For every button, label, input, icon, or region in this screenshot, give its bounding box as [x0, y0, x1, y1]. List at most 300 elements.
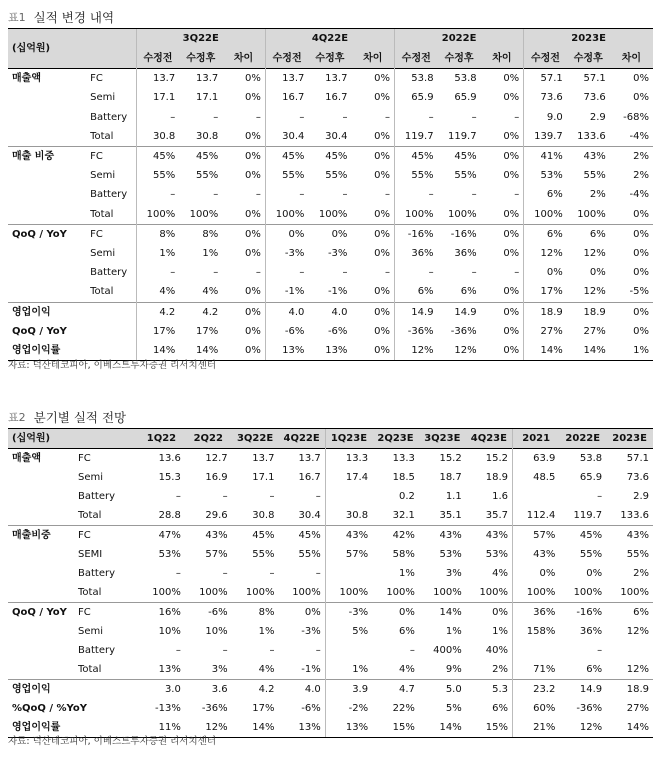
value-cell: 57%	[325, 545, 372, 564]
table1-subcol-header: 수정전	[136, 49, 179, 69]
value-cell	[513, 487, 560, 506]
table1-source: 자료: 덕산테코피아, 이베스트투자증권 리서치센터	[8, 360, 216, 371]
value-cell: 3.6	[185, 680, 232, 700]
value-cell: 17.4	[325, 468, 372, 487]
value-cell: 5%	[445, 703, 462, 714]
value-cell: –	[269, 491, 275, 502]
value-cell: 53.8	[395, 69, 438, 89]
value-cell: 1%	[445, 626, 462, 637]
value-cell: 0%	[372, 603, 419, 623]
table2-column-header: 2Q22	[185, 429, 232, 449]
value-cell: 6%	[524, 185, 567, 204]
value-cell: 0%	[222, 224, 265, 244]
value-cell: 43%	[567, 147, 610, 167]
value-cell: 0%	[244, 170, 261, 182]
value-cell: 16.7	[325, 92, 348, 104]
table-row	[8, 506, 653, 526]
group-label: 매출 비중	[8, 147, 86, 167]
value-cell: 12%	[583, 248, 606, 260]
value-cell: 73.6	[524, 88, 567, 107]
value-cell: 4.2	[232, 680, 279, 700]
value-cell: 13.7	[136, 69, 179, 89]
value-cell: 100%	[573, 587, 603, 598]
value-cell: –	[213, 111, 219, 123]
value-cell: 45%	[308, 147, 351, 167]
group-label	[8, 166, 86, 185]
value-cell: 35.7	[485, 510, 509, 521]
value-cell: 40%	[485, 645, 509, 656]
value-cell: –	[385, 267, 391, 279]
table1-period-header: 4Q22E	[265, 29, 394, 50]
value-cell: 53.8	[559, 449, 606, 469]
table2-tag: 표2	[8, 411, 26, 424]
value-cell: 73.6	[626, 472, 649, 483]
value-cell: 0%	[513, 564, 560, 583]
value-cell: 4.0	[265, 302, 308, 322]
table2-title	[8, 408, 126, 426]
value-cell: –	[514, 111, 520, 123]
value-cell: 1%	[136, 244, 179, 263]
value-cell: –	[269, 645, 275, 656]
value-cell: 0%	[481, 147, 524, 167]
value-cell: 13.7	[265, 69, 308, 89]
value-cell: 48.5	[513, 468, 560, 487]
table1-title-text: 실적 변경 내역	[33, 10, 115, 25]
value-cell: 57.1	[567, 69, 610, 89]
table-row	[8, 660, 653, 680]
value-cell: 0%	[374, 208, 391, 220]
value-cell: -5%	[629, 286, 649, 298]
table1-header-blank	[86, 29, 136, 69]
item-label: Battery	[90, 189, 128, 201]
value-cell: 0%	[374, 286, 391, 298]
item-label: Battery	[90, 267, 128, 279]
value-cell: 16.7	[265, 88, 308, 107]
value-cell: –	[597, 645, 603, 656]
value-cell: -3%	[265, 244, 308, 263]
group-label	[8, 263, 86, 282]
value-cell: 4.2	[136, 302, 179, 322]
item-label: Battery	[78, 645, 116, 656]
table1-subcol-header: 차이	[222, 49, 265, 69]
value-cell: 35.1	[439, 510, 462, 521]
value-cell: –	[342, 267, 348, 279]
table-row	[8, 166, 653, 185]
table-row	[8, 545, 653, 564]
value-cell: 100%	[189, 208, 219, 220]
value-cell: 45%	[278, 526, 325, 546]
value-cell	[513, 641, 560, 660]
table-row	[8, 147, 653, 167]
value-cell	[325, 564, 372, 583]
value-cell: 30.4	[325, 130, 348, 142]
value-cell: 14.9	[395, 302, 438, 322]
value-cell: -2%	[325, 699, 372, 718]
value-cell: 100%	[245, 587, 275, 598]
value-cell: 13.7	[308, 69, 351, 89]
table-row	[8, 282, 653, 302]
value-cell: –	[222, 568, 228, 579]
group-label	[8, 564, 74, 583]
value-cell: 12%	[524, 244, 567, 263]
value-cell: 13%	[158, 664, 181, 675]
value-cell: 65.9	[579, 472, 603, 483]
value-cell: -16%	[559, 603, 606, 623]
value-cell: 14%	[419, 718, 466, 738]
table-row	[8, 487, 653, 506]
value-cell: 53.8	[438, 69, 481, 89]
value-cell: –	[597, 491, 603, 502]
value-cell: 18.5	[392, 472, 415, 483]
value-cell: 0%	[503, 248, 520, 260]
value-cell: 4.7	[372, 680, 419, 700]
value-cell: 55%	[252, 549, 275, 560]
value-cell: 0%	[503, 170, 520, 182]
item-label: Total	[90, 130, 114, 142]
value-cell: 55%	[579, 549, 603, 560]
value-cell: 0%	[633, 325, 649, 337]
value-cell: 58%	[392, 549, 415, 560]
group-label	[8, 583, 74, 603]
table1-subcol-header: 차이	[610, 49, 653, 69]
row-label: 영업이익률	[8, 718, 138, 738]
value-cell: 139.7	[524, 127, 567, 147]
table-row	[8, 224, 653, 244]
value-cell: 0%	[374, 325, 391, 337]
value-cell: 36%	[454, 248, 477, 260]
table2	[8, 428, 653, 738]
value-cell: 0%	[586, 568, 603, 579]
value-cell: 53%	[524, 166, 567, 185]
value-cell: 0%	[610, 302, 653, 322]
value-cell: 43%	[185, 526, 232, 546]
value-cell: 17.1	[136, 88, 179, 107]
item-label: SEMI	[78, 549, 103, 560]
value-cell: 45%	[265, 147, 308, 167]
value-cell: 55%	[325, 170, 348, 182]
value-cell: 57.1	[606, 449, 653, 469]
table2-header	[8, 429, 653, 449]
value-cell: 28.8	[158, 510, 181, 521]
table-row	[8, 205, 653, 225]
value-cell: 112.4	[513, 506, 560, 526]
value-cell: 55%	[626, 549, 649, 560]
table2-column-header: 2022E	[559, 429, 606, 449]
value-cell: 17%	[252, 703, 275, 714]
value-cell: 0%	[633, 248, 649, 260]
value-cell: 100%	[152, 587, 181, 598]
value-cell: 14%	[136, 341, 179, 361]
table1	[8, 28, 653, 361]
value-cell: –	[269, 568, 275, 579]
item-label: Battery	[78, 491, 116, 502]
value-cell: 2%	[633, 170, 649, 182]
value-cell: 0%	[633, 92, 649, 104]
value-cell: 55%	[196, 170, 219, 182]
table2-column-header: 1Q23E	[325, 429, 372, 449]
value-cell: 55%	[583, 170, 606, 182]
group-label	[8, 88, 86, 107]
table2-column-header: 2021	[513, 429, 560, 449]
value-cell: 12%	[438, 341, 481, 361]
group-label	[8, 641, 74, 660]
value-cell: 43%	[466, 526, 513, 546]
value-cell: 27%	[626, 703, 649, 714]
value-cell: 13%	[325, 718, 372, 738]
item-label: Semi	[90, 92, 116, 104]
value-cell: 45%	[232, 526, 279, 546]
value-cell: 1%	[325, 660, 372, 680]
value-cell: 18.9	[485, 472, 509, 483]
item-label: Total	[90, 208, 114, 220]
value-cell: 0%	[503, 92, 520, 104]
table-row	[8, 680, 653, 700]
value-cell: –	[395, 185, 438, 204]
table-row	[8, 526, 653, 546]
value-cell: 0%	[278, 603, 325, 623]
table1-tag: 표1	[8, 11, 26, 24]
table-row	[8, 641, 653, 660]
table2-source: 자료: 덕산테코피아, 이베스트투자증권 리서치센터	[8, 736, 216, 747]
value-cell: 6%	[492, 703, 509, 714]
value-cell: 42%	[372, 526, 419, 546]
value-cell: -3%	[327, 248, 348, 260]
value-cell: 55%	[265, 166, 308, 185]
value-cell: 4.2	[179, 302, 222, 322]
value-cell: 16%	[138, 603, 185, 623]
group-label: 매출액	[8, 449, 74, 469]
item-label: Battery	[78, 568, 116, 579]
value-cell: –	[265, 263, 308, 282]
value-cell: 17.1	[252, 472, 275, 483]
table1-unit-label: (십억원)	[8, 29, 86, 69]
table-row	[8, 302, 653, 322]
value-cell: 1%	[202, 248, 219, 260]
value-cell: -16%	[395, 224, 438, 244]
value-cell: 13.3	[372, 449, 419, 469]
value-cell: 27%	[583, 325, 606, 337]
value-cell: 100%	[199, 587, 228, 598]
value-cell: 0%	[374, 170, 391, 182]
value-cell: 4%	[399, 664, 415, 675]
value-cell: 47%	[138, 526, 185, 546]
row-label: 영업이익	[8, 302, 136, 322]
value-cell: 1%	[492, 626, 509, 637]
value-cell: 100%	[136, 205, 179, 225]
item-label: Semi	[90, 248, 116, 260]
table-row	[8, 108, 653, 127]
value-cell: -4%	[629, 189, 649, 201]
value-cell: 57%	[513, 526, 560, 546]
value-cell: 0%	[481, 224, 524, 244]
value-cell: 2.9	[589, 111, 606, 123]
value-cell: 53%	[485, 549, 509, 560]
value-cell: 8%	[136, 224, 179, 244]
table2-column-header: 2023E	[606, 429, 653, 449]
value-cell: –	[255, 111, 261, 123]
value-cell: 1.6	[492, 491, 509, 502]
value-cell: 13.7	[278, 449, 325, 469]
value-cell: -1%	[301, 664, 321, 675]
value-cell: 14%	[179, 341, 222, 361]
value-cell: 55%	[298, 549, 321, 560]
value-cell: 0%	[351, 147, 394, 167]
value-cell: 0%	[610, 69, 653, 89]
group-label: QoQ / YoY	[8, 224, 86, 244]
group-label	[8, 244, 86, 263]
value-cell: -3%	[325, 603, 372, 623]
value-cell: –	[136, 108, 179, 127]
table1-subcol-header: 수정후	[308, 49, 351, 69]
value-cell: 0%	[351, 69, 394, 89]
value-cell: 6%	[586, 664, 603, 675]
value-cell: 55%	[454, 170, 477, 182]
value-cell: 45%	[395, 147, 438, 167]
value-cell: 0%	[222, 147, 265, 167]
item-label: FC	[74, 603, 138, 623]
value-cell: –	[175, 491, 181, 502]
value-cell: 2.9	[633, 491, 649, 502]
table1-subcol-header: 수정후	[179, 49, 222, 69]
value-cell: 18.9	[524, 302, 567, 322]
value-cell: 3%	[445, 568, 462, 579]
value-cell: 11%	[138, 718, 185, 738]
value-cell: 0%	[265, 224, 308, 244]
value-cell: 0%	[351, 302, 394, 322]
value-cell: 45%	[179, 147, 222, 167]
value-cell: 0.2	[399, 491, 415, 502]
value-cell: –	[395, 108, 438, 127]
table-row	[8, 468, 653, 487]
group-label	[8, 205, 86, 225]
value-cell: 36%	[579, 626, 603, 637]
value-cell: 53%	[158, 549, 181, 560]
value-cell: 119.7	[573, 510, 603, 521]
table2-column-header: 1Q22	[138, 429, 185, 449]
value-cell: 0%	[374, 130, 391, 142]
value-cell: 0%	[244, 208, 261, 220]
value-cell	[606, 641, 653, 660]
value-cell: –	[255, 267, 261, 279]
value-cell: 1%	[258, 626, 275, 637]
value-cell: –	[471, 189, 477, 201]
value-cell: 32.1	[392, 510, 415, 521]
value-cell: 100%	[620, 587, 649, 598]
value-cell: 15%	[372, 718, 419, 738]
value-cell: 119.7	[395, 127, 438, 147]
value-cell: -36%	[576, 703, 603, 714]
value-cell: 0%	[244, 92, 261, 104]
value-cell: 14.9	[559, 680, 606, 700]
value-cell: 45%	[559, 526, 606, 546]
value-cell: -3%	[301, 626, 321, 637]
value-cell: -6%	[301, 703, 321, 714]
value-cell: –	[315, 645, 321, 656]
value-cell: 30.4	[265, 127, 308, 147]
value-cell: 14%	[232, 718, 279, 738]
table1-subcol-header: 수정전	[265, 49, 308, 69]
value-cell: 16.7	[298, 472, 321, 483]
value-cell: 100%	[513, 583, 560, 603]
value-cell: 36%	[513, 603, 560, 623]
value-cell: 0%	[503, 130, 520, 142]
table2-column-header: 4Q23E	[466, 429, 513, 449]
value-cell: -68%	[623, 111, 649, 123]
item-label: FC	[74, 449, 138, 469]
value-cell: 0%	[244, 248, 261, 260]
value-cell: 12%	[395, 341, 438, 361]
value-cell: 21%	[513, 718, 560, 738]
value-cell: 17%	[136, 322, 179, 341]
table1-subcol-header: 수정후	[567, 49, 610, 69]
value-cell: 0%	[222, 341, 265, 361]
group-label	[8, 108, 86, 127]
value-cell: 0%	[466, 603, 513, 623]
item-label: Total	[78, 664, 102, 675]
value-cell: -6%	[185, 603, 232, 623]
value-cell: -36%	[450, 325, 477, 337]
value-cell: –	[315, 568, 321, 579]
value-cell: 0%	[633, 208, 649, 220]
value-cell: 6%	[567, 224, 610, 244]
item-label: FC	[86, 224, 136, 244]
value-cell: 36%	[395, 244, 438, 263]
value-cell: 73.6	[583, 92, 606, 104]
value-cell: 158%	[513, 622, 560, 641]
value-cell: 3.0	[138, 680, 185, 700]
value-cell: 55%	[395, 166, 438, 185]
value-cell: 0%	[481, 69, 524, 89]
value-cell: 45%	[136, 147, 179, 167]
value-cell: 9.0	[524, 108, 567, 127]
value-cell: 100%	[292, 587, 321, 598]
value-cell: 43%	[419, 526, 466, 546]
value-cell: 133.6	[620, 510, 649, 521]
value-cell: –	[136, 185, 179, 204]
value-cell: 400%	[433, 645, 462, 656]
table2-column-header: 3Q23E	[419, 429, 466, 449]
value-cell: 17%	[524, 282, 567, 302]
row-label: %QoQ / %YoY	[12, 703, 87, 714]
value-cell: 13%	[308, 341, 351, 361]
value-cell: 2%	[633, 568, 649, 579]
group-label	[8, 468, 74, 487]
value-cell: 13.7	[179, 69, 222, 89]
value-cell: 4%	[202, 286, 219, 298]
value-cell: 6%	[399, 626, 415, 637]
table1-period-header: 2022E	[395, 29, 524, 50]
value-cell: 13.6	[138, 449, 185, 469]
value-cell: –	[471, 111, 477, 123]
value-cell: 100%	[433, 587, 462, 598]
item-label: FC	[86, 69, 136, 89]
value-cell: 71%	[513, 660, 560, 680]
table1-subcol-header: 차이	[481, 49, 524, 69]
value-cell: 12%	[626, 664, 649, 675]
value-cell: 5%	[325, 622, 372, 641]
group-label	[8, 622, 74, 641]
value-cell: 14%	[419, 603, 466, 623]
value-cell: 0%	[524, 263, 567, 282]
value-cell: -6%	[327, 325, 348, 337]
value-cell: 100%	[318, 208, 348, 220]
value-cell: 8%	[179, 224, 222, 244]
row-label: 영업이익	[8, 680, 138, 700]
value-cell: 2%	[610, 147, 653, 167]
value-cell: 30.8	[136, 127, 179, 147]
value-cell: -1%	[265, 282, 308, 302]
value-cell: –	[175, 645, 181, 656]
